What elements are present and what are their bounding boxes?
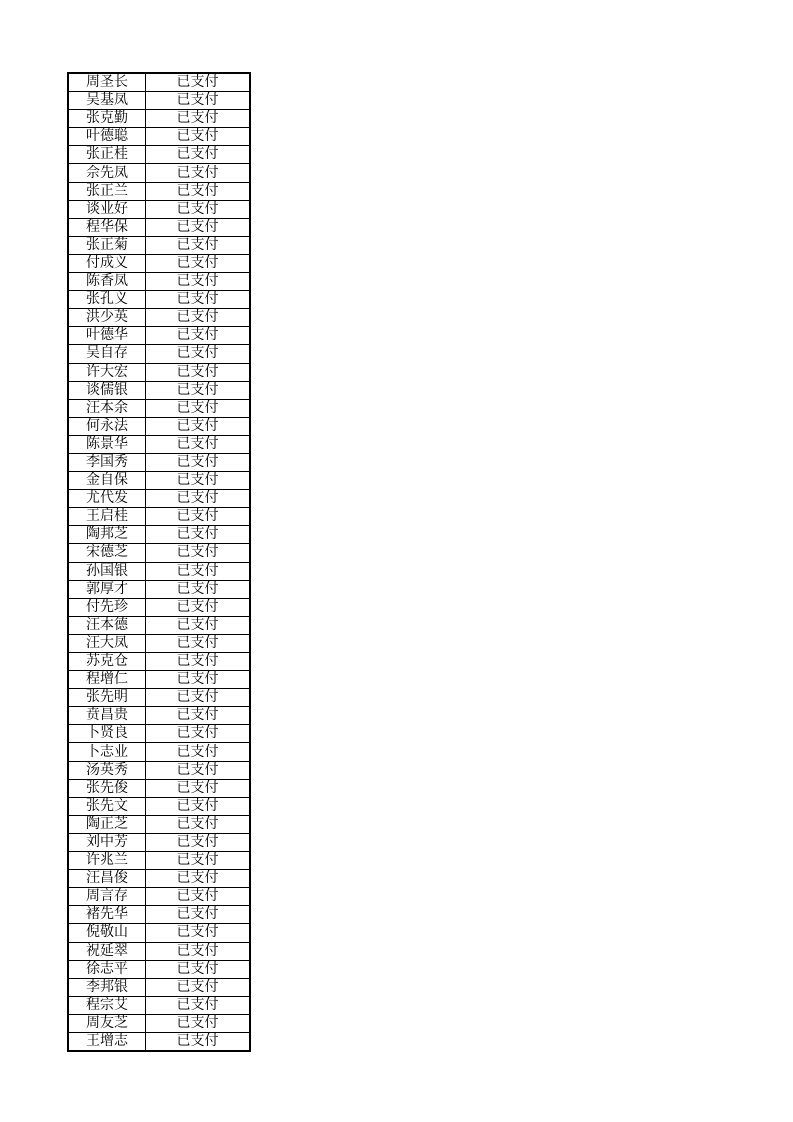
table-row [68, 906, 250, 924]
payment-status-cell: 已支付 [146, 200, 251, 218]
payment-status-cell: 已支付 [146, 815, 251, 833]
name-cell: 许大宏 [68, 363, 146, 381]
table-row [68, 218, 250, 236]
payment-roster-table [67, 72, 251, 1052]
payment-status-cell: 已支付 [146, 544, 251, 562]
name-cell: 孙国银 [68, 562, 146, 580]
table-row [68, 761, 250, 779]
name-cell: 汪本余 [68, 399, 146, 417]
name-cell: 王启桂 [68, 508, 146, 526]
payment-status-cell: 已支付 [146, 273, 251, 291]
name-cell: 周友芝 [68, 1014, 146, 1032]
payment-status-cell: 已支付 [146, 888, 251, 906]
table-row [68, 870, 250, 888]
table-row [68, 92, 250, 110]
name-cell: 汪大凤 [68, 634, 146, 652]
payment-status-cell: 已支付 [146, 345, 251, 363]
name-cell: 郭厚才 [68, 580, 146, 598]
table-row [68, 182, 250, 200]
table-row [68, 345, 250, 363]
payment-status-cell: 已支付 [146, 707, 251, 725]
name-cell: 周言存 [68, 888, 146, 906]
payment-status-cell: 已支付 [146, 110, 251, 128]
table-row [68, 580, 250, 598]
table-row [68, 978, 250, 996]
table-row [68, 273, 250, 291]
payment-status-cell: 已支付 [146, 598, 251, 616]
payment-status-cell: 已支付 [146, 218, 251, 236]
name-cell: 洪少英 [68, 309, 146, 327]
payment-status-cell: 已支付 [146, 146, 251, 164]
payment-status-cell: 已支付 [146, 1032, 251, 1051]
name-cell: 刘中芳 [68, 833, 146, 851]
name-cell: 程华保 [68, 218, 146, 236]
name-cell: 付先珍 [68, 598, 146, 616]
name-cell: 贲昌贵 [68, 707, 146, 725]
payment-status-cell: 已支付 [146, 870, 251, 888]
name-cell: 卜贤良 [68, 725, 146, 743]
table-row [68, 453, 250, 471]
name-cell: 徐志平 [68, 960, 146, 978]
payment-roster-sheet [67, 72, 251, 1052]
name-cell: 何永法 [68, 417, 146, 435]
name-cell: 李国秀 [68, 453, 146, 471]
table-row [68, 653, 250, 671]
name-cell: 张克勤 [68, 110, 146, 128]
name-cell: 陈香凤 [68, 273, 146, 291]
payment-status-cell: 已支付 [146, 453, 251, 471]
name-cell: 王增志 [68, 1032, 146, 1051]
name-cell: 宋德芝 [68, 544, 146, 562]
table-row [68, 888, 250, 906]
table-row [68, 797, 250, 815]
name-cell: 陶邦芝 [68, 526, 146, 544]
payment-status-cell: 已支付 [146, 797, 251, 815]
table-row [68, 399, 250, 417]
table-row [68, 164, 250, 182]
payment-status-cell: 已支付 [146, 128, 251, 146]
name-cell: 汪昌俊 [68, 870, 146, 888]
table-row [68, 508, 250, 526]
table-row [68, 616, 250, 634]
payment-status-cell: 已支付 [146, 73, 251, 92]
name-cell: 吴自存 [68, 345, 146, 363]
payment-status-cell: 已支付 [146, 942, 251, 960]
table-row [68, 526, 250, 544]
name-cell: 汪本德 [68, 616, 146, 634]
table-row [68, 725, 250, 743]
payment-status-cell: 已支付 [146, 906, 251, 924]
payment-status-cell: 已支付 [146, 236, 251, 254]
name-cell: 李邦银 [68, 978, 146, 996]
table-row [68, 598, 250, 616]
name-cell: 张先俊 [68, 779, 146, 797]
table-row [68, 236, 250, 254]
name-cell: 褚先华 [68, 906, 146, 924]
name-cell: 张正兰 [68, 182, 146, 200]
payment-status-cell: 已支付 [146, 833, 251, 851]
table-row [68, 671, 250, 689]
table-row [68, 327, 250, 345]
name-cell: 陶正芝 [68, 815, 146, 833]
table-row [68, 544, 250, 562]
name-cell: 张正桂 [68, 146, 146, 164]
payment-status-cell: 已支付 [146, 562, 251, 580]
payment-status-cell: 已支付 [146, 1014, 251, 1032]
payment-status-cell: 已支付 [146, 671, 251, 689]
name-cell: 卜志业 [68, 743, 146, 761]
name-cell: 汤英秀 [68, 761, 146, 779]
name-cell: 谈儒银 [68, 381, 146, 399]
name-cell: 金自保 [68, 472, 146, 490]
payment-status-cell: 已支付 [146, 653, 251, 671]
name-cell: 张正菊 [68, 236, 146, 254]
table-row [68, 254, 250, 272]
payment-status-cell: 已支付 [146, 309, 251, 327]
table-row [68, 689, 250, 707]
name-cell: 张孔义 [68, 291, 146, 309]
name-cell: 周圣长 [68, 73, 146, 92]
payment-status-cell: 已支付 [146, 634, 251, 652]
payment-status-cell: 已支付 [146, 291, 251, 309]
table-row [68, 363, 250, 381]
name-cell: 尤代发 [68, 490, 146, 508]
table-row [68, 743, 250, 761]
name-cell: 许兆兰 [68, 852, 146, 870]
name-cell: 谈业好 [68, 200, 146, 218]
payment-status-cell: 已支付 [146, 399, 251, 417]
payment-status-cell: 已支付 [146, 490, 251, 508]
table-row [68, 291, 250, 309]
table-row [68, 707, 250, 725]
payment-status-cell: 已支付 [146, 327, 251, 345]
payment-status-cell: 已支付 [146, 924, 251, 942]
name-cell: 张先文 [68, 797, 146, 815]
payment-status-cell: 已支付 [146, 743, 251, 761]
table-row [68, 490, 250, 508]
table-row [68, 1014, 250, 1032]
payment-status-cell: 已支付 [146, 852, 251, 870]
table-row [68, 200, 250, 218]
name-cell: 吴基凤 [68, 92, 146, 110]
payment-status-cell: 已支付 [146, 92, 251, 110]
name-cell: 叶德华 [68, 327, 146, 345]
payment-status-cell: 已支付 [146, 960, 251, 978]
payment-status-cell: 已支付 [146, 616, 251, 634]
payment-status-cell: 已支付 [146, 779, 251, 797]
table-row [68, 1032, 250, 1051]
table-row [68, 634, 250, 652]
payment-status-cell: 已支付 [146, 254, 251, 272]
roster-body [68, 73, 250, 1051]
table-row [68, 942, 250, 960]
table-row [68, 924, 250, 942]
payment-status-cell: 已支付 [146, 725, 251, 743]
table-row [68, 852, 250, 870]
table-row [68, 833, 250, 851]
name-cell: 张先明 [68, 689, 146, 707]
name-cell: 佘先凤 [68, 164, 146, 182]
table-row [68, 128, 250, 146]
table-row [68, 779, 250, 797]
payment-status-cell: 已支付 [146, 363, 251, 381]
payment-status-cell: 已支付 [146, 526, 251, 544]
name-cell: 付成义 [68, 254, 146, 272]
payment-status-cell: 已支付 [146, 996, 251, 1014]
payment-status-cell: 已支付 [146, 978, 251, 996]
table-row [68, 562, 250, 580]
table-row [68, 417, 250, 435]
payment-status-cell: 已支付 [146, 508, 251, 526]
payment-status-cell: 已支付 [146, 580, 251, 598]
payment-status-cell: 已支付 [146, 472, 251, 490]
payment-status-cell: 已支付 [146, 164, 251, 182]
name-cell: 程增仁 [68, 671, 146, 689]
name-cell: 苏克仓 [68, 653, 146, 671]
table-row [68, 110, 250, 128]
table-row [68, 309, 250, 327]
payment-status-cell: 已支付 [146, 761, 251, 779]
table-row [68, 960, 250, 978]
name-cell: 陈景华 [68, 435, 146, 453]
payment-status-cell: 已支付 [146, 435, 251, 453]
name-cell: 程宗艾 [68, 996, 146, 1014]
payment-status-cell: 已支付 [146, 381, 251, 399]
table-row [68, 472, 250, 490]
table-row [68, 996, 250, 1014]
payment-status-cell: 已支付 [146, 689, 251, 707]
table-row [68, 146, 250, 164]
table-row [68, 435, 250, 453]
name-cell: 叶德聪 [68, 128, 146, 146]
table-row [68, 815, 250, 833]
payment-status-cell: 已支付 [146, 182, 251, 200]
table-row [68, 381, 250, 399]
name-cell: 祝延翠 [68, 942, 146, 960]
payment-status-cell: 已支付 [146, 417, 251, 435]
name-cell: 倪敬山 [68, 924, 146, 942]
table-row [68, 73, 250, 92]
